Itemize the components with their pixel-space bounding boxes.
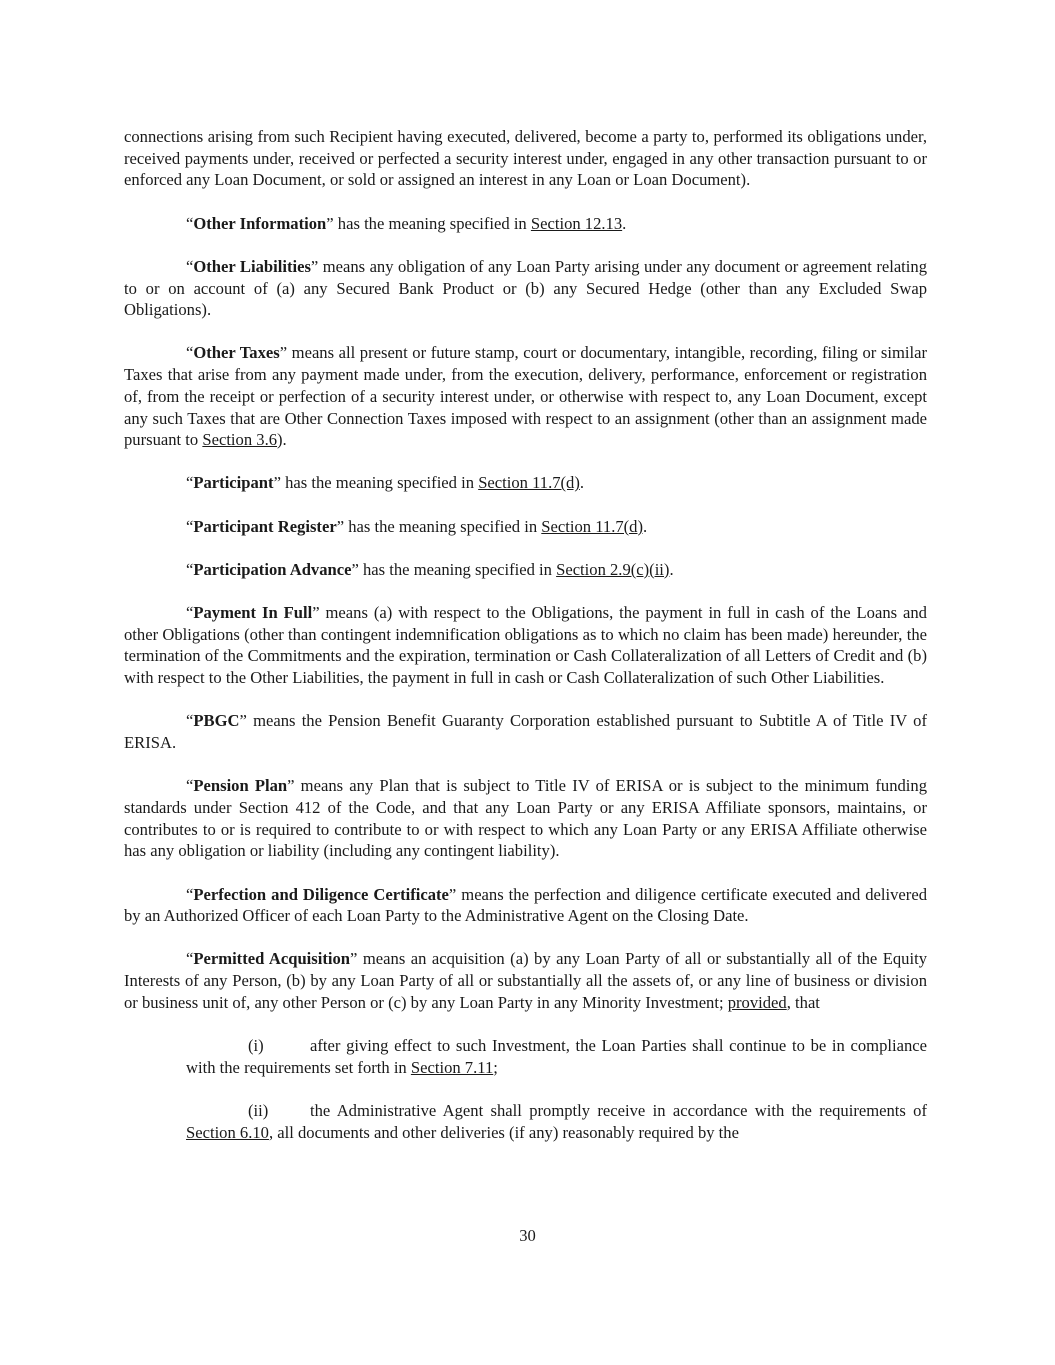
close-quote: ” — [273, 473, 281, 493]
defined-term: Participation Advance — [193, 559, 352, 579]
defined-term: Payment In Full — [193, 603, 313, 623]
definition-other-information — [124, 213, 927, 235]
list-item — [186, 1035, 927, 1078]
intro-text: connections arising from such Recipient having executed, delivered, become a party to, performed its obligations under, received payments under, received or perfected a security interest under, engaged in any other transaction pursuant to or enforced any Loan Document, or sold or assigned an interest in any Loan or Loan Document). — [124, 127, 927, 190]
definition-perfection-and-diligence-certificate — [124, 884, 927, 927]
definition-text: means the Pension Benefit Guaranty Corporation established pursuant to Subtitle A of Title IV of ERISA. — [124, 711, 927, 753]
definition-pbgc — [124, 710, 927, 753]
open-quote: “ — [186, 711, 194, 731]
page-number: 30 — [519, 1226, 536, 1245]
definition-text-after: , that — [786, 992, 820, 1012]
definition-pension-plan — [124, 775, 927, 862]
open-quote: “ — [186, 256, 194, 276]
item-text-after: , all documents and other deliveries (if any) reasonably required by the — [268, 1122, 739, 1142]
open-quote: “ — [186, 884, 194, 904]
definition-text: means the perfection and diligence certificate executed and delivered by an Authorized Officer of each Loan Party to the Administrative Agent on the Closing Date. — [124, 884, 927, 926]
section-reference: Section 7.11 — [410, 1057, 494, 1077]
definition-text: means (a) with respect to the Obligations, the payment in full in cash of the Loans and other Obligations (other than contingent indemnification obligations as to which no claim has been made) hereunder, the termination of the Commitments and the expiration, termination or Cash Collateralization of all Letters of Credit and (b) with respect to the Other Liabilities, the payment in full in cash or Cash Collateralization of such Other Liabilities. — [124, 603, 927, 688]
definition-payment-in-full — [124, 602, 927, 689]
definition-participant — [124, 472, 927, 494]
defined-term: Other Taxes — [193, 343, 280, 363]
item-text-after: ; — [493, 1057, 498, 1077]
close-quote: ” — [239, 711, 247, 731]
open-quote: “ — [186, 603, 194, 623]
defined-term: Participant — [193, 473, 274, 493]
definition-text: has the meaning specified in — [344, 516, 542, 536]
section-reference: Section 11.7(d) — [541, 516, 643, 536]
definition-participant-register — [124, 516, 927, 538]
open-quote: “ — [186, 213, 194, 233]
item-number: (i) — [248, 1036, 264, 1056]
definition-text: means any obligation of any Loan Party arising under any document or agreement relating to or on account of (a) any Secured Bank Product or (b) any Secured Hedge (other than any Excluded Swap Obligations). — [124, 256, 927, 320]
definition-permitted-acquisition — [124, 948, 927, 1013]
close-quote: ” — [351, 559, 359, 579]
definition-other-liabilities — [124, 256, 927, 321]
definition-text-after: . — [622, 213, 627, 233]
defined-term: Pension Plan — [193, 776, 288, 796]
close-quote: ” — [336, 516, 345, 536]
document-page — [124, 126, 927, 1165]
item-text: after giving effect to such Investment, the Loan Parties shall continue to be in compliance with the requirements set forth in — [186, 1036, 927, 1077]
definition-text: has the meaning specified in — [358, 559, 557, 579]
defined-term: PBGC — [193, 711, 240, 731]
section-reference: Section 11.7(d) — [478, 473, 580, 493]
section-reference: Section 12.13 — [530, 213, 623, 233]
defined-term: Participant Register — [193, 516, 337, 536]
defined-term: Permitted Acquisition — [193, 949, 351, 969]
definition-text-after: ). — [277, 430, 287, 450]
definition-participation-advance — [124, 559, 927, 581]
close-quote: ” — [350, 949, 358, 969]
open-quote: “ — [186, 516, 194, 536]
definition-other-taxes — [124, 342, 927, 451]
intro-paragraph — [124, 126, 927, 191]
definition-text: means any Plan that is subject to Title IV of ERISA or is subject to the minimum funding standards under Section 412 of the Code, and that any Loan Party or any ERISA Affiliate sponsors, maintains, or contributes to or is required to contribute to or with respect to which any Loan Party or any ERISA Affiliate otherwise has any obligation or liability (including any contingent liability). — [124, 776, 927, 861]
section-reference: Section 2.9(c)(ii) — [556, 559, 670, 579]
defined-term: Other Liabilities — [193, 256, 311, 276]
definition-text: means all present or future stamp, court or documentary, intangible, recording, filing or similar Taxes that arise from any payment made under, from the execution, delivery, performance, enforcement or registration of, from the receipt or perfection of a security interest under, or otherwise with respect to, any Loan Document, except any such Taxes that are Other Connection Taxes imposed with respect to an assignment (other than an assignment made pursuant to — [124, 343, 927, 450]
close-quote: ” — [312, 603, 320, 623]
close-quote: ” — [279, 343, 288, 363]
definition-text-after: . — [643, 516, 648, 536]
provided-term: provided — [727, 992, 787, 1012]
open-quote: “ — [186, 343, 194, 363]
close-quote: ” — [326, 213, 334, 233]
definition-text: has the meaning specified in — [333, 213, 531, 233]
list-item — [186, 1100, 927, 1143]
definition-text: has the meaning specified in — [280, 473, 479, 493]
open-quote: “ — [186, 949, 194, 969]
item-text: the Administrative Agent shall promptly receive in accordance with the requirements of — [310, 1101, 927, 1120]
definition-text-after: . — [669, 559, 674, 579]
section-reference: Section 3.6 — [202, 430, 278, 450]
close-quote: ” — [448, 884, 457, 904]
open-quote: “ — [186, 473, 194, 493]
section-reference: Section 6.10 — [186, 1122, 269, 1142]
close-quote: ” — [287, 776, 295, 796]
defined-term: Perfection and Diligence Certificate — [193, 884, 449, 904]
definition-text: means an acquisition (a) by any Loan Party of all or substantially all of the Equity Interests of any Person, (b) by any Loan Party of all or substantially all the assets of, or any line of business or division or business unit of, any other Person or (c) by any Loan Party in any Minority Investment; — [124, 949, 927, 1012]
definition-text-after: . — [579, 473, 585, 493]
open-quote: “ — [186, 776, 194, 796]
open-quote: “ — [186, 559, 194, 579]
item-number: (ii) — [248, 1101, 269, 1120]
defined-term: Other Information — [193, 213, 327, 233]
close-quote: ” — [310, 256, 319, 276]
